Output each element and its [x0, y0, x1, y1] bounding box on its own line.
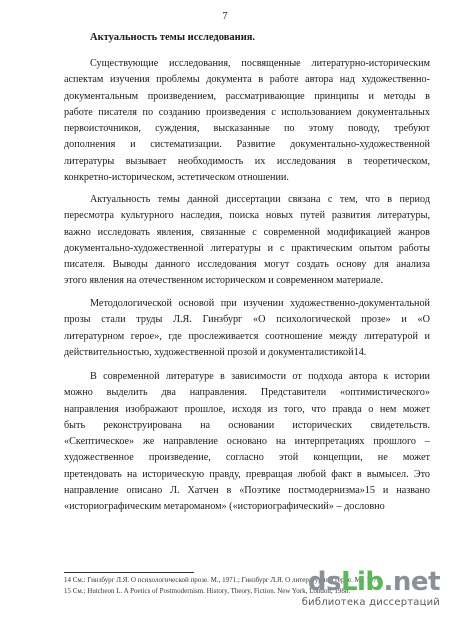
paragraph-line: можно выделить два направления. Представители «оптимистического»: [64, 387, 430, 399]
paragraph-line: первоисточников, суждения, высказанные по этому поводу, требуют: [64, 123, 430, 135]
paragraph-relevance: [64, 56, 430, 186]
paragraph-line: быть реконструирована на основании исторических свидетельств.: [64, 419, 430, 431]
paragraph-directions: [64, 369, 430, 516]
paragraph-line: важно исследовать явления, связанные с современной модификацией жанров: [64, 226, 430, 238]
paragraph-line: литературном герое», где прослеживается соотношение между литературой и: [64, 330, 430, 342]
paragraph-line: художественное произведение, согласно этой концепции, не может: [64, 452, 430, 464]
footnote-separator: [64, 572, 194, 573]
footnote-14: 14 См.: Гинзбург Л.Я. О психологической прозе. М., 1971.; Гинзбург Л.Я. О литературном герое. М., 1979.: [64, 576, 382, 584]
section-heading: Актуальность темы исследования.: [90, 32, 256, 43]
paragraph-line: пересмотра культурного наследия, поиска новых путей развития литературы,: [64, 210, 430, 222]
paragraph-line: Актуальность темы данной диссертации связана с тем, что в период: [90, 194, 430, 205]
watermark-logo: dsLib.net: [307, 567, 440, 597]
paragraph-line: дополнения и систематизации. Развитие документально-художественной: [64, 139, 430, 151]
paragraph-line: аспектам изучения проблемы документа в работе автора над художественно-: [64, 74, 430, 86]
paragraph-line: претендовать на историческую правду, превращая любой факт в вымысел. Это: [64, 468, 430, 480]
paragraph-line: Существующие исследования, посвященные литературно-историческим: [90, 58, 430, 69]
paragraph-line: действительностью, художественной прозой и документалистикой14.: [64, 346, 367, 358]
paragraph-line: писателя. Выводы данного исследования могут создать основу для анализа: [64, 259, 430, 271]
paragraph-line: документально-художественной литературы и с практическим опытом работы: [64, 242, 430, 254]
paragraph-line: «Скептическое» же направление основано на интерпретациях прошлого –: [64, 436, 430, 448]
paragraph-methodology: [64, 296, 430, 361]
paragraph-line: конкретно-историческом, эстетическом отношении.: [64, 172, 289, 184]
paragraph-line: В современной литературе в зависимости от подхода автора к истории: [90, 371, 430, 382]
page-number: 7: [222, 11, 228, 22]
paragraph-line: литературы вызывает необходимость их исследования в теоретическом,: [64, 155, 430, 167]
paragraph-line: документальным произведением, рассматривающие принципы и методы в: [64, 90, 430, 102]
paragraph-line: «историографическим метароманом» («историографический» – дословно: [64, 501, 385, 513]
paragraph-line: этого явления на отечественном историческом и современном материале.: [64, 275, 383, 287]
footnote-15: 15 См.: Hutcheon L. A Poetics of Postmodernism. History, Theory, Fiction. New York, London, 1988.: [64, 587, 351, 595]
paragraph-line: прозы стали труды Л.Я. Гинзбург «О психологической прозе» и «О: [64, 314, 430, 326]
dslib-watermark: [280, 567, 440, 611]
watermark-subtitle: библиотека диссертаций: [301, 597, 440, 608]
paragraph-line: Методологической основой при изучении художественно-документальной: [90, 298, 430, 309]
paragraph-line: направление описано Л. Хатчен в «Поэтике постмодернизма»15 и названо: [64, 485, 430, 497]
paragraph-line: работе писателя по созданию произведения с использованием документальных: [64, 106, 430, 118]
paragraph-topic-relevance: [64, 192, 430, 290]
paragraph-line: направления изображают прошлое, исходя из того, что правда о нем может: [64, 403, 430, 415]
